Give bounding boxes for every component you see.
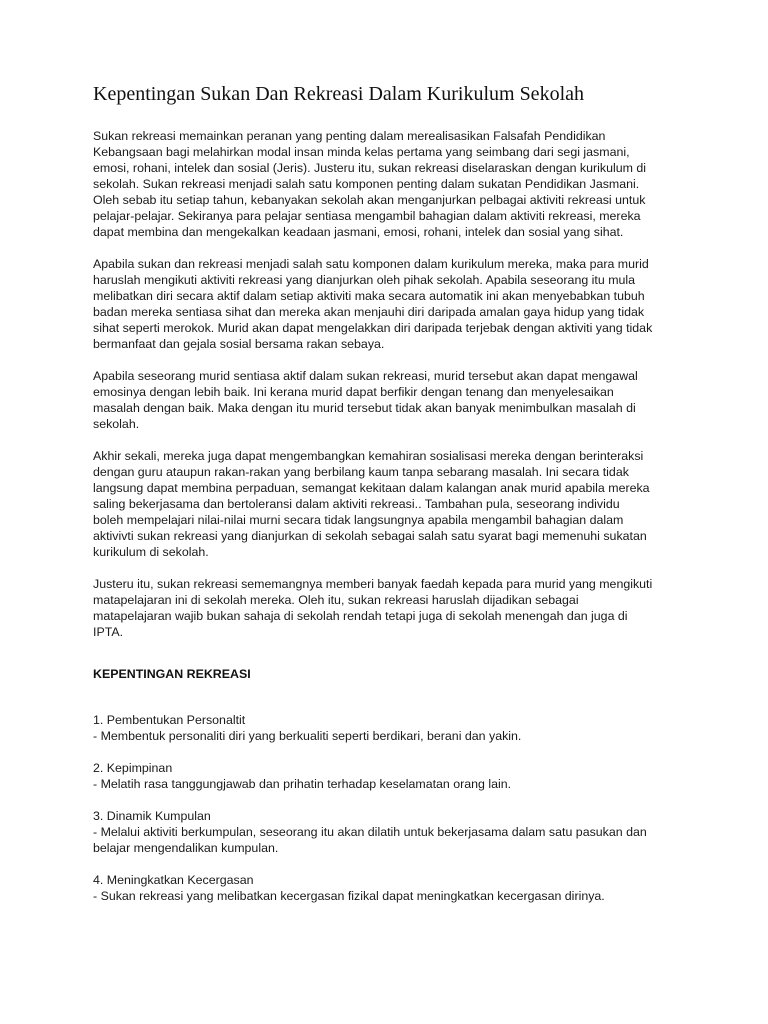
paragraph — [93, 368, 693, 432]
document-page — [93, 82, 693, 920]
paragraph — [93, 448, 693, 560]
paragraph-line: sekolah. Sukan rekreasi menjadi salah satu komponen penting dalam sukatan Pendidikan Jasmani. — [93, 177, 640, 191]
paragraph-line: dapat membina dan mengekalkan keadaan jasmani, emosi, rohani, intelek dan sosial yang sihat. — [93, 225, 624, 239]
paragraph-line: badan mereka sentiasa sihat dan mereka akan menjauhi diri daripada amalan gaya hidup yang tidak — [93, 305, 645, 319]
paragraph-line: bermanfaat dan gejala sosial bersama rakan sebaya. — [93, 337, 385, 351]
body-paragraphs — [93, 128, 693, 640]
list-item-heading: 4. Meningkatkan Kecergasan — [93, 873, 254, 887]
paragraph-line: boleh mempelajari nilai-nilai murni secara tidak langsungnya apabila mengambil bahagian dalam — [93, 513, 624, 527]
paragraph-line: Apabila sukan dan rekreasi menjadi salah satu komponen dalam kurikulum mereka, maka para murid — [93, 257, 649, 271]
paragraph-line: matapelajaran wajib bukan sahaja di sekolah rendah tetapi juga di sekolah menengah dan juga di — [93, 609, 628, 623]
list-item — [93, 712, 693, 744]
list-item-heading: 3. Dinamik Kumpulan — [93, 809, 211, 823]
paragraph-line: haruslah mengikuti aktiviti rekreasi yang dianjurkan oleh pihak sekolah. Apabila seseorang itu mula — [93, 273, 636, 287]
list-item-heading: 1. Pembentukan Personaltit — [93, 713, 246, 727]
list-item — [93, 808, 693, 856]
list-item-description: - Melatih rasa tanggungjawab dan prihatin terhadap keselamatan orang lain. — [93, 777, 512, 791]
paragraph-line: emosi, rohani, intelek dan sosial (Jeris). Justeru itu, sukan rekreasi diselaraskan dengan kurikulum di — [93, 161, 647, 175]
document-title: Kepentingan Sukan Dan Rekreasi Dalam Kurikulum Sekolah — [93, 83, 584, 105]
paragraph-line: pelajar-pelajar. Sekiranya para pelajar sentiasa mengambil bahagian dalam aktiviti rekreasi, mereka — [93, 209, 641, 223]
paragraph-line: dengan guru ataupun rakan-rakan yang berbilang kaum tanpa sebarang masalah. Ini secara tidak — [93, 465, 629, 479]
paragraph-line: IPTA. — [93, 625, 124, 639]
paragraph-line: Sukan rekreasi memainkan peranan yang penting dalam merealisasikan Falsafah Pendidikan — [93, 129, 606, 143]
paragraph-line: melibatkan diri secara aktif dalam setiap aktiviti maka secara automatik ini akan menyebabkan tubuh — [93, 289, 645, 303]
benefits-list — [93, 712, 693, 904]
list-item-description: belajar mengendalikan kumpulan. — [93, 841, 279, 855]
paragraph-line: masalah dengan baik. Maka dengan itu murid tersebut tidak akan banyak menimbulkan masalah di — [93, 401, 636, 415]
paragraph — [93, 576, 693, 640]
paragraph-line: langsung dapat membina perpaduan, semangat kekitaan dalam kalangan anak murid apabila mereka — [93, 481, 650, 495]
list-item-heading: 2. Kepimpinan — [93, 761, 173, 775]
paragraph — [93, 128, 693, 240]
list-item-description: - Sukan rekreasi yang melibatkan kecergasan fizikal dapat meningkatkan kecergasan dirinya. — [93, 889, 605, 903]
paragraph-line: Kebangsaan bagi melahirkan modal insan minda kelas pertama yang seimbang dari segi jasmani, — [93, 145, 630, 159]
paragraph-line: sihat seperti merokok. Murid akan dapat mengelakkan diri daripada terjebak dengan aktiviti yang tidak — [93, 321, 653, 335]
paragraph-line: Oleh sebab itu setiap tahun, kebanyakan sekolah akan menganjurkan pelbagai aktiviti rekreasi untuk — [93, 193, 646, 207]
paragraph-line: emosinya dengan lebih baik. Ini kerana murid dapat berfikir dengan tenang dan menyelesaikan — [93, 385, 614, 399]
paragraph-line: sekolah. — [93, 417, 140, 431]
section-heading: KEPENTINGAN REKREASI — [93, 667, 251, 681]
paragraph-line: kurikulum di sekolah. — [93, 545, 209, 559]
paragraph-line: aktivivti sukan rekreasi yang dianjurkan di sekolah sebagai salah satu syarat bagi memenuhi sukatan — [93, 529, 647, 543]
paragraph-line: saling bekerjasama dan bertoleransi dalam aktiviti rekreasi.. Tambahan pula, seseorang individu — [93, 497, 620, 511]
list-item-description: - Membentuk personaliti diri yang berkualiti seperti berdikari, berani dan yakin. — [93, 729, 522, 743]
paragraph-line: Apabila seseorang murid sentiasa aktif dalam sukan rekreasi, murid tersebut akan dapat mengawal — [93, 369, 638, 383]
paragraph-line: matapelajaran ini di sekolah mereka. Oleh itu, sukan rekreasi haruslah dijadikan sebagai — [93, 593, 579, 607]
list-item — [93, 872, 693, 904]
paragraph — [93, 256, 693, 352]
paragraph-line: Justeru itu, sukan rekreasi sememangnya memberi banyak faedah kepada para murid yang mengikuti — [93, 577, 653, 591]
list-item — [93, 760, 693, 792]
list-item-description: - Melalui aktiviti berkumpulan, seseorang itu akan dilatih untuk bekerjasama dalam satu pasukan dan — [93, 825, 647, 839]
paragraph-line: Akhir sekali, mereka juga dapat mengembangkan kemahiran sosialisasi mereka dengan berinteraksi — [93, 449, 644, 463]
